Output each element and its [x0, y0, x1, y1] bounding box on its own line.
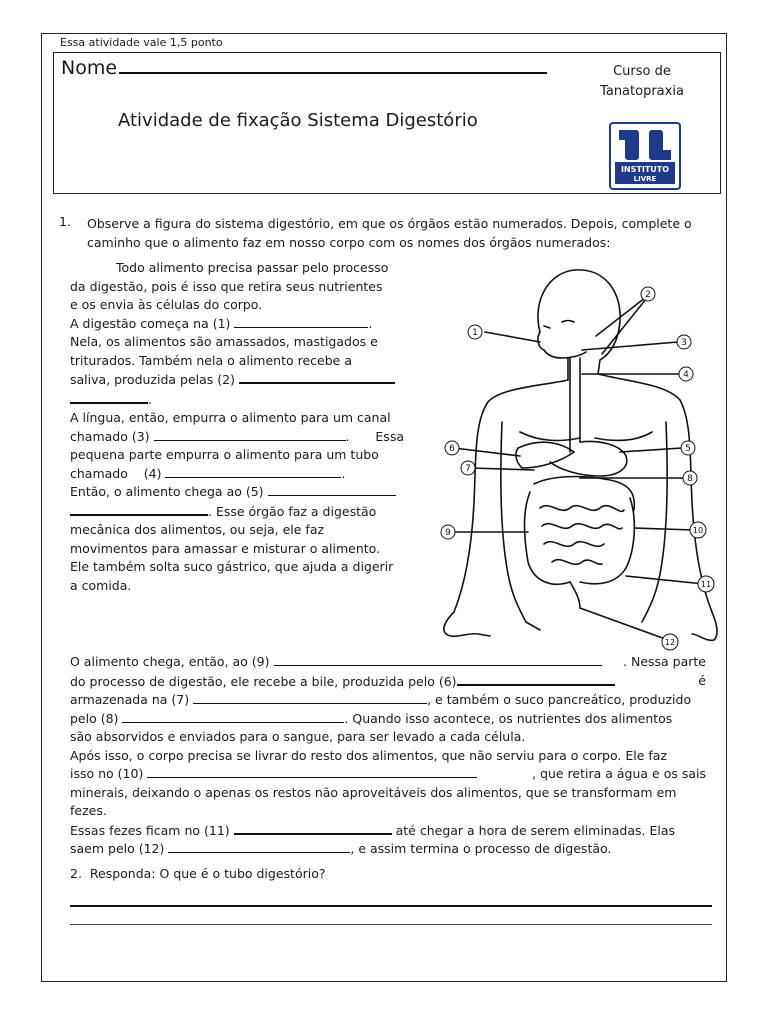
institute-logo: [609, 122, 681, 190]
text-line: , e assim termina o processo de digestão.: [350, 841, 612, 856]
label-2: 2: [645, 290, 651, 300]
page-title: Atividade de fixação Sistema Digestório: [118, 110, 478, 131]
text-line: isso no (10): [70, 766, 144, 781]
body-figure-icon: [430, 262, 720, 652]
text-line: chamado (3): [70, 428, 150, 444]
text-line: A digestão começa na (1): [70, 315, 231, 331]
question2-number: 2.: [70, 866, 82, 881]
text-line: é: [698, 672, 706, 688]
text-line: . Quando isso acontece, os nutrientes dos alimentos: [344, 710, 673, 726]
label-1: 1: [472, 328, 478, 338]
blank-2-continued[interactable]: [70, 390, 148, 404]
text-line: do processo de digestão, ele recebe a bile, produzida pelo (6): [70, 673, 457, 689]
blank-9[interactable]: [274, 653, 602, 666]
blank-3[interactable]: [154, 428, 346, 441]
blank-1[interactable]: [234, 315, 368, 328]
text-line: armazenada na (7): [70, 692, 190, 707]
text-line: Essa: [375, 428, 404, 444]
text-line: O alimento chega, então, ao (9): [70, 654, 270, 669]
text-line: pelo (8): [70, 710, 119, 726]
course-line2: Tanatopraxia: [600, 84, 684, 99]
text-line: a comida.: [70, 577, 132, 593]
blank-5-continued[interactable]: [70, 502, 208, 516]
text-line: da digestão, pois é isso que retira seus nutrientes: [70, 278, 383, 294]
question2-prompt: Responda: O que é o tubo digestório?: [89, 866, 326, 881]
text-line: Essas fezes ficam no (11): [70, 822, 230, 838]
blank-2[interactable]: [239, 370, 395, 384]
text-line: Todo alimento precisa passar pelo processo: [116, 260, 389, 275]
text-line: chamado (4): [70, 465, 162, 481]
name-label: Nome: [61, 57, 118, 79]
name-line[interactable]: [119, 56, 547, 74]
text-line: , e também o suco pancreático, produzido: [427, 692, 692, 707]
text-line: pequena parte empurra o alimento para um tubo: [70, 447, 379, 462]
blank-7[interactable]: [193, 691, 427, 704]
text-line: triturados. Também nela o alimento recebe a: [70, 352, 352, 368]
text-line: Ele também solta suco gástrico, que ajuda a digerir: [70, 559, 394, 574]
label-4: 4: [683, 370, 689, 380]
text-line: são absorvidos e enviados para o sangue, para ser levado a cada célula.: [70, 729, 526, 744]
logo-icon: [611, 124, 679, 188]
label-6: 6: [449, 444, 455, 454]
blank-4[interactable]: [165, 465, 341, 478]
grade-note: Essa atividade vale 1,5 ponto: [60, 36, 223, 49]
text-line: , que retira a água e os sais: [532, 766, 706, 781]
logo-text-2: LIVRE: [633, 175, 657, 183]
bottom-paragraph: [70, 653, 706, 859]
text-line: saliva, produzida pelas (2): [70, 372, 235, 387]
question2: [70, 866, 326, 881]
text-line: Então, o alimento chega ao (5): [70, 484, 264, 499]
text-line: Nela, os alimentos são amassados, mastigados e: [70, 334, 378, 349]
answer-line-1[interactable]: [70, 905, 712, 907]
text-line: mecânica dos alimentos, ou seja, ele faz: [70, 522, 325, 537]
course-line1: Curso de: [613, 64, 671, 79]
text-line: movimentos para amassar e misturar o alimento.: [70, 540, 381, 556]
text-line: fezes.: [70, 803, 107, 818]
text-line: saem pelo (12): [70, 841, 165, 856]
question1-number: 1.: [59, 214, 71, 229]
label-5: 5: [685, 444, 691, 454]
label-12: 12: [664, 638, 676, 647]
question1-prompt: Observe a figura do sistema digestório, em que os órgãos estão numerados. Depois, complete o caminho que o alimento faz em nosso corpo com os nomes dos órgãos numerados:: [87, 216, 692, 250]
blank-6[interactable]: [457, 672, 615, 686]
label-11: 11: [700, 580, 712, 589]
course-name: [588, 62, 696, 102]
name-field[interactable]: [61, 56, 547, 79]
label-10: 10: [692, 526, 704, 535]
digestive-system-diagram: [430, 262, 720, 652]
logo-text-1: INSTITUTO: [620, 165, 670, 174]
text-line: Após isso, o corpo precisa se livrar do resto dos alimentos, que não serviu para o corpo. Ele faz: [70, 747, 668, 763]
text-line: A língua, então, empurra o alimento para um canal: [70, 410, 391, 425]
blank-11[interactable]: [234, 821, 392, 835]
text-line: . Nessa parte: [623, 654, 706, 669]
answer-line-2[interactable]: [70, 924, 712, 925]
left-paragraph: Todo alimento precisa passar pelo processo da digestão, pois é isso que retira seus nutrientes e os envia às células do corpo. A digestão começa na (1) . Nela, os alimentos são amassados, mastigados e triturados. Também nela o alimento recebe a saliva, produzida pelas (2) . A língua, então, empurra o alimento para um canal chamado (3) . Essa pequena parte empurra o alimento para um tubo chamado (4) . Então, o alimento chega ao (5) . Esse órgão faz a digestão mecânica dos alimentos, ou seja, ele faz movimentos para amassar e misturar o alimento. Ele também solta suco gástrico, que ajuda a digerir a comida.: [70, 259, 404, 595]
label-7: 7: [465, 464, 471, 474]
label-8: 8: [687, 474, 693, 484]
blank-12[interactable]: [168, 840, 350, 853]
blank-10[interactable]: [147, 765, 477, 778]
blank-8[interactable]: [122, 710, 344, 723]
text-line: e os envia às células do corpo.: [70, 297, 263, 312]
label-3: 3: [681, 338, 687, 348]
blank-5[interactable]: [268, 483, 396, 496]
label-9: 9: [445, 528, 451, 538]
text-line: . Esse órgão faz a digestão: [208, 503, 377, 519]
text-line: até chegar a hora de serem eliminadas. Elas: [395, 822, 675, 838]
text-line: minerais, deixando o apenas os restos não aproveitáveis dos alimentos, que se transformam em: [70, 784, 677, 800]
